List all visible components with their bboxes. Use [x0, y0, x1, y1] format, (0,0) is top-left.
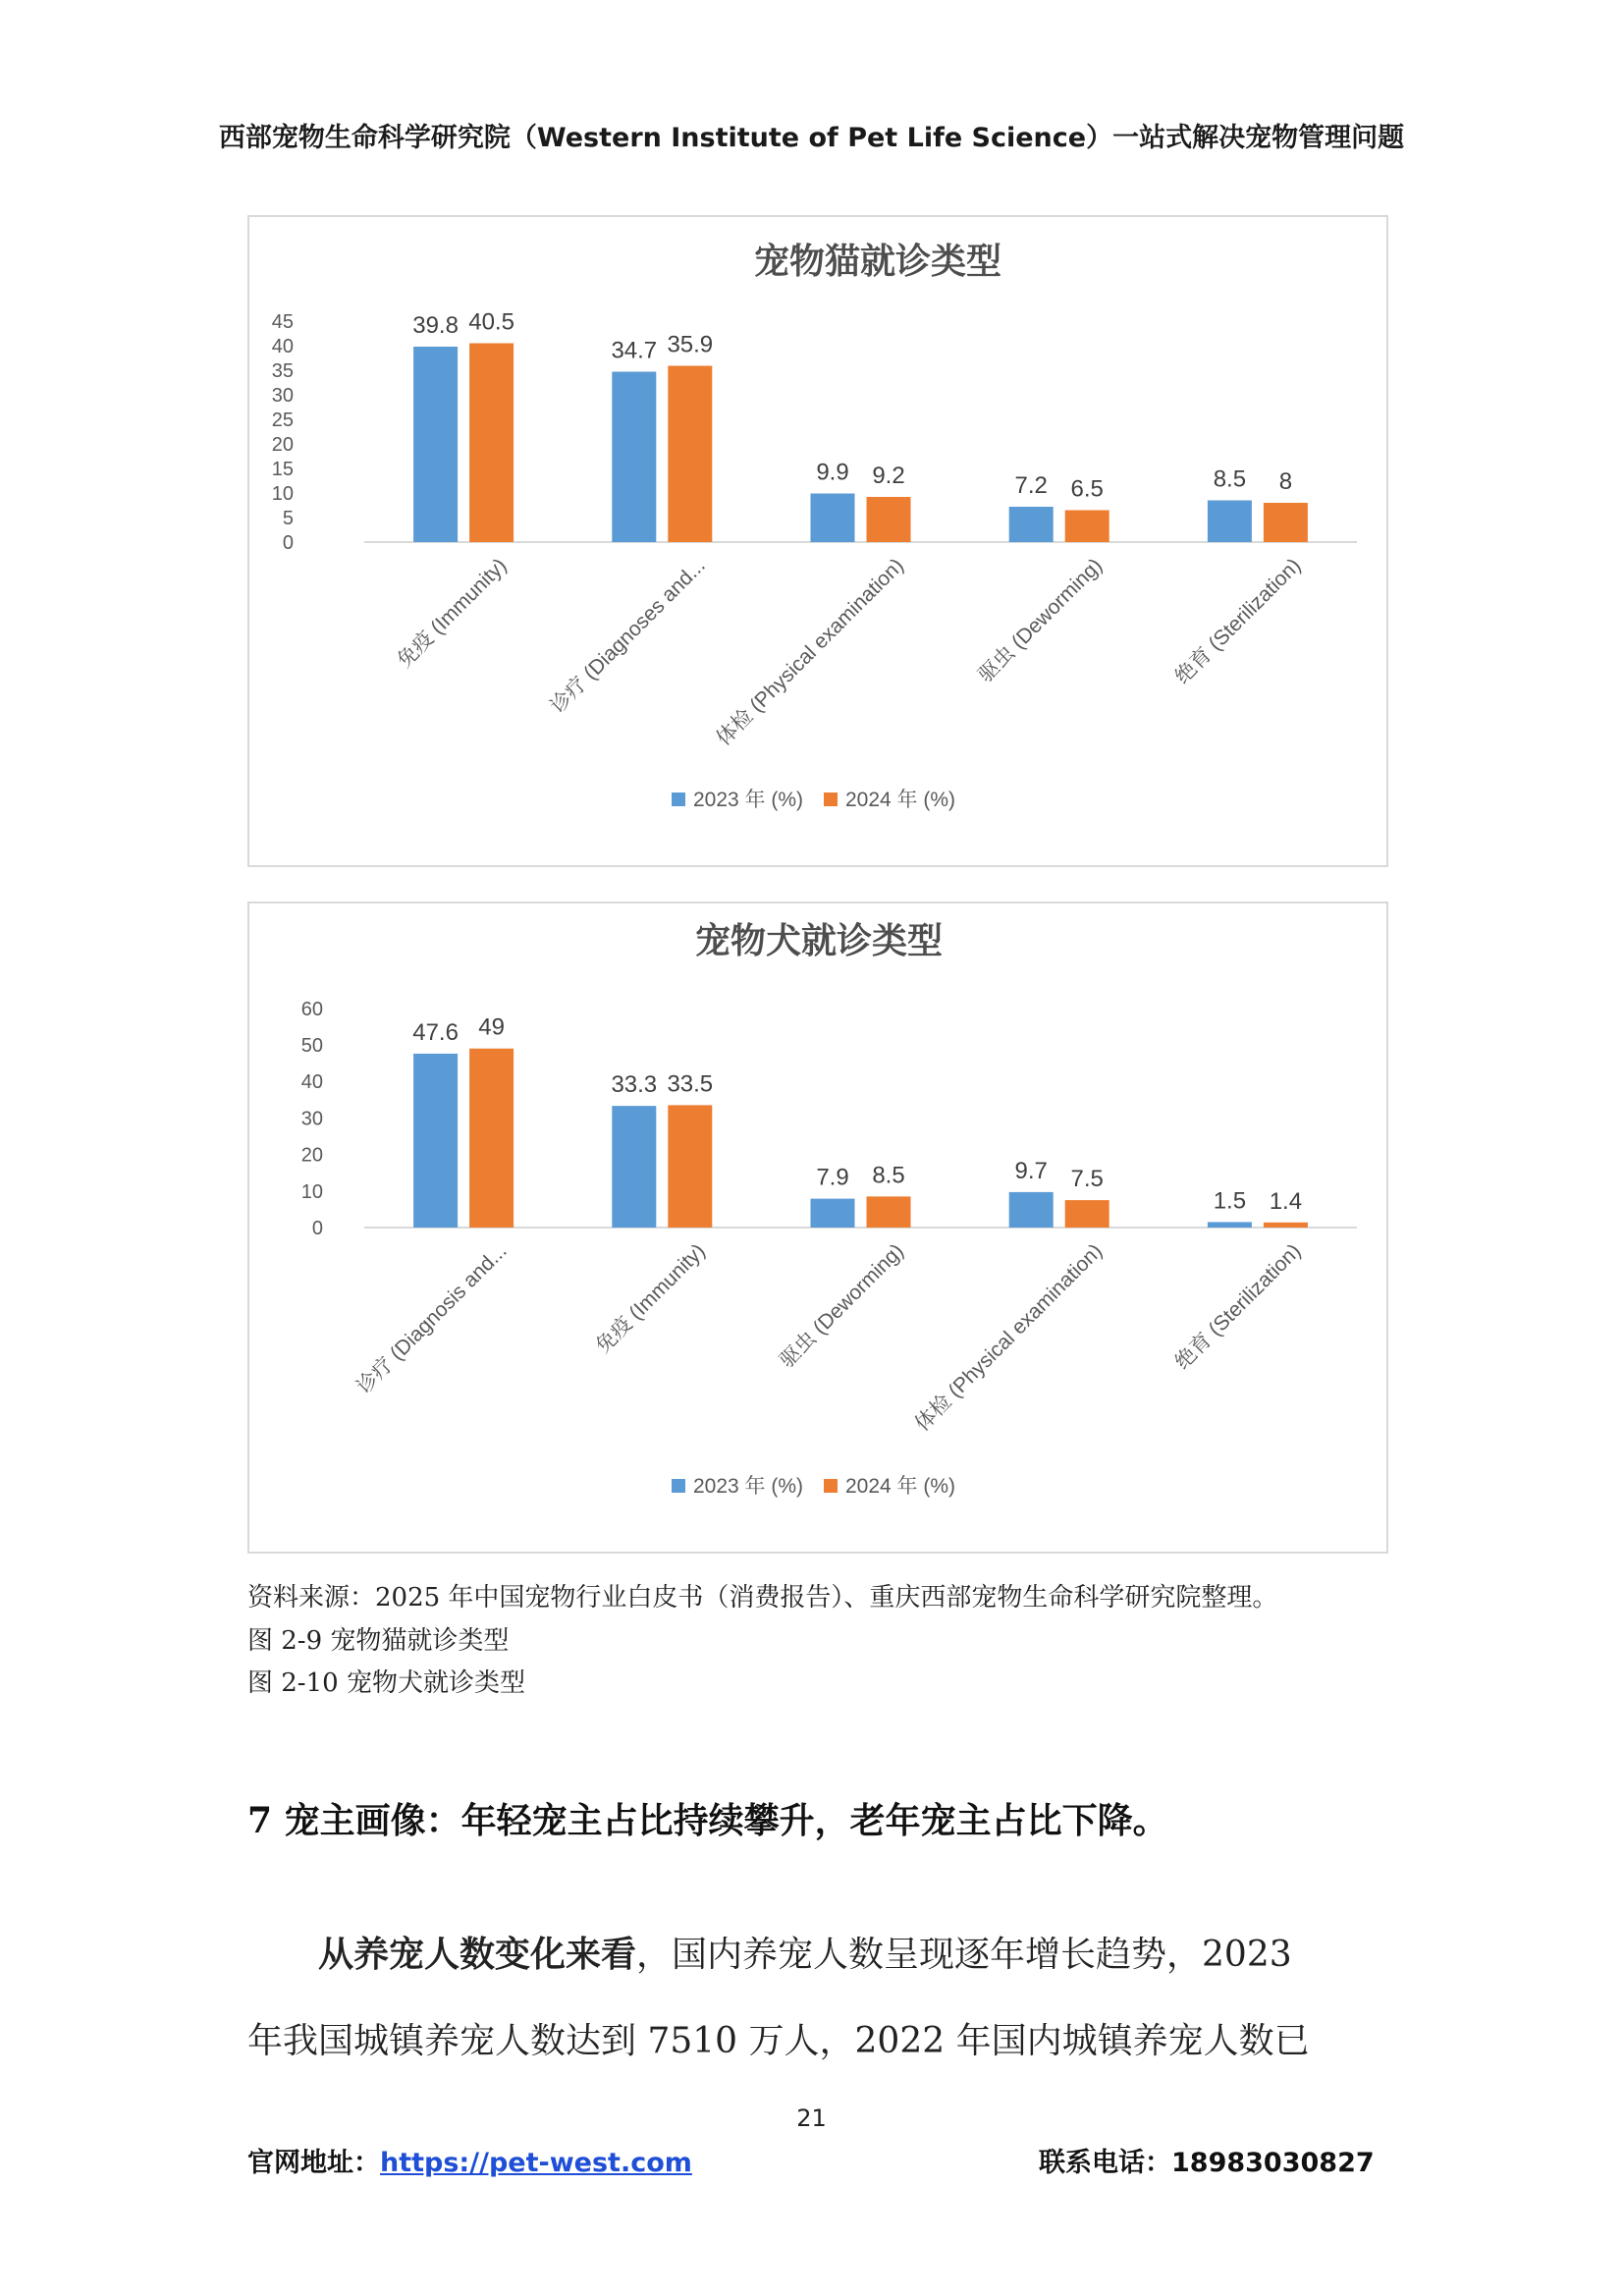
cat-data-label: 35.9: [667, 331, 714, 358]
dog-y-tick: 10: [300, 1180, 323, 1203]
dog-data-label: 47.6: [412, 1018, 459, 1046]
dog-y-tick: 50: [300, 1035, 323, 1057]
dog-category-label: 诊疗 (Diagnosis and...: [352, 1239, 512, 1398]
dog-category-label: 体检 (Physical examination): [910, 1239, 1108, 1436]
cat-bar-2023: [413, 347, 458, 542]
cat-bar-2023: [811, 494, 855, 543]
dog-data-label: 9.7: [1014, 1157, 1048, 1184]
cat-category-label: 诊疗 (Diagnoses and...: [546, 554, 710, 718]
dog-legend-swatch-2024: [824, 1479, 838, 1493]
paragraph-bold-lead: 从养宠人数变化来看: [318, 1934, 637, 1975]
section-heading: 7 宠主画像：年轻宠主占比持续攀升，老年宠主占比下降。: [247, 1800, 1168, 1841]
dog-data-label: 1.5: [1213, 1187, 1247, 1215]
dog-bar-2024: [1065, 1200, 1109, 1228]
dog-bar-2023: [1009, 1192, 1054, 1228]
dog-data-label: 1.4: [1269, 1187, 1303, 1215]
dog-bar-2023: [413, 1054, 458, 1228]
cat-legend-2023: 2023 年 (%): [693, 789, 804, 811]
paragraph-line-2: 年我国城镇养宠人数达到 7510 万人，2022 年国内城镇养宠人数已: [247, 2021, 1310, 2061]
cat-y-tick: 0: [282, 532, 294, 554]
footer-phone-label: 联系电话：: [1039, 2148, 1171, 2178]
source-note: 资料来源：2025 年中国宠物行业白皮书（消费报告）、重庆西部宠物生命科学研究院整理。: [247, 1583, 1278, 1613]
cat-category-label: 免疫 (Immunity): [393, 554, 512, 673]
cat-category-label: 驱虫 (Deworming): [974, 554, 1108, 687]
dog-data-label: 8.5: [872, 1162, 905, 1189]
dog-visit-chart: [247, 902, 1388, 1554]
dog-bar-2024: [668, 1105, 712, 1228]
cat-legend-swatch-2023: [672, 793, 685, 806]
dog-bar-2024: [1264, 1223, 1308, 1228]
cat-data-label: 9.2: [872, 463, 905, 489]
dog-bar-2023: [612, 1106, 656, 1228]
dog-y-tick: 20: [300, 1144, 323, 1167]
cat-legend-swatch-2024: [824, 793, 838, 806]
page-number: 21: [796, 2105, 827, 2132]
cat-data-label: 39.8: [412, 312, 459, 339]
cat-bar-2024: [1264, 503, 1308, 542]
cat-visit-chart: [247, 215, 1388, 867]
cat-y-tick: 40: [271, 336, 294, 357]
page-header: 西部宠物生命科学研究院（Western Institute of Pet Life Science）一站式解决宠物管理问题: [218, 123, 1405, 153]
phone-number: 18983030827: [1171, 2148, 1375, 2178]
figure-caption-dog: 图 2-10 宠物犬就诊类型: [247, 1668, 525, 1698]
cat-bar-2023: [612, 372, 656, 543]
dog-chart-title: 宠物犬就诊类型: [694, 920, 944, 961]
cat-y-tick: 25: [271, 410, 294, 431]
dog-bar-2023: [1208, 1222, 1252, 1228]
footer-website: [247, 2141, 692, 2179]
cat-y-tick: 45: [271, 311, 294, 333]
cat-category-label: 绝育 (Sterilization): [1170, 554, 1306, 689]
cat-bar-2024: [668, 366, 712, 543]
dog-category-label: 驱虫 (Deworming): [775, 1239, 909, 1373]
dog-bar-2024: [469, 1049, 514, 1228]
cat-data-label: 40.5: [468, 308, 514, 336]
cat-y-tick: 20: [271, 434, 294, 456]
cat-bar-2024: [469, 344, 514, 543]
cat-legend-2024: 2024 年 (%): [845, 789, 956, 811]
cat-y-tick: 15: [271, 459, 294, 480]
website-link[interactable]: https://pet-west.com: [380, 2148, 692, 2178]
cat-bar-2024: [867, 497, 911, 542]
dog-y-tick: 30: [300, 1108, 323, 1130]
cat-visit-chart-svg: [249, 217, 1386, 865]
paragraph-line-1-rest: ，国内养宠人数呈现逐年增长趋势，2023: [636, 1935, 1292, 1975]
dog-y-tick: 40: [300, 1071, 323, 1094]
dog-bar-2024: [867, 1196, 911, 1228]
footer-site-label: 官网地址：: [247, 2148, 380, 2178]
dog-legend-swatch-2023: [672, 1479, 685, 1493]
cat-y-tick: 35: [271, 360, 294, 382]
dog-category-label: 免疫 (Immunity): [591, 1239, 710, 1358]
cat-bar-2024: [1065, 511, 1109, 543]
paragraph-line-1: [247, 1927, 1386, 1977]
cat-data-label: 34.7: [611, 337, 658, 364]
cat-data-label: 8.5: [1213, 465, 1247, 493]
cat-y-tick: 5: [282, 508, 294, 529]
cat-category-label: 体检 (Physical examination): [712, 554, 909, 750]
dog-data-label: 7.9: [816, 1164, 849, 1191]
dog-legend-2024: 2024 年 (%): [845, 1475, 956, 1498]
cat-chart-title: 宠物猫就诊类型: [753, 241, 1002, 282]
dog-data-label: 33.3: [611, 1071, 658, 1099]
dog-y-tick: 0: [311, 1218, 323, 1239]
cat-bar-2023: [1009, 507, 1054, 542]
dog-data-label: 33.5: [667, 1070, 714, 1098]
dog-bar-2023: [811, 1199, 855, 1228]
cat-y-tick: 30: [271, 385, 294, 407]
cat-data-label: 8: [1278, 468, 1293, 495]
figure-caption-cat: 图 2-9 宠物猫就诊类型: [247, 1626, 510, 1656]
cat-data-label: 9.9: [816, 459, 849, 486]
cat-y-tick: 10: [271, 483, 294, 505]
cat-bar-2023: [1208, 501, 1252, 543]
footer-phone: [1039, 2141, 1375, 2179]
dog-visit-chart-svg: [249, 903, 1386, 1552]
dog-data-label: 7.5: [1070, 1166, 1104, 1193]
cat-data-label: 7.2: [1014, 472, 1048, 499]
cat-data-label: 6.5: [1070, 475, 1104, 503]
dog-legend-2023: 2023 年 (%): [693, 1475, 804, 1498]
dog-data-label: 49: [478, 1013, 505, 1041]
dog-category-label: 绝育 (Sterilization): [1170, 1239, 1306, 1375]
dog-y-tick: 60: [300, 998, 323, 1020]
